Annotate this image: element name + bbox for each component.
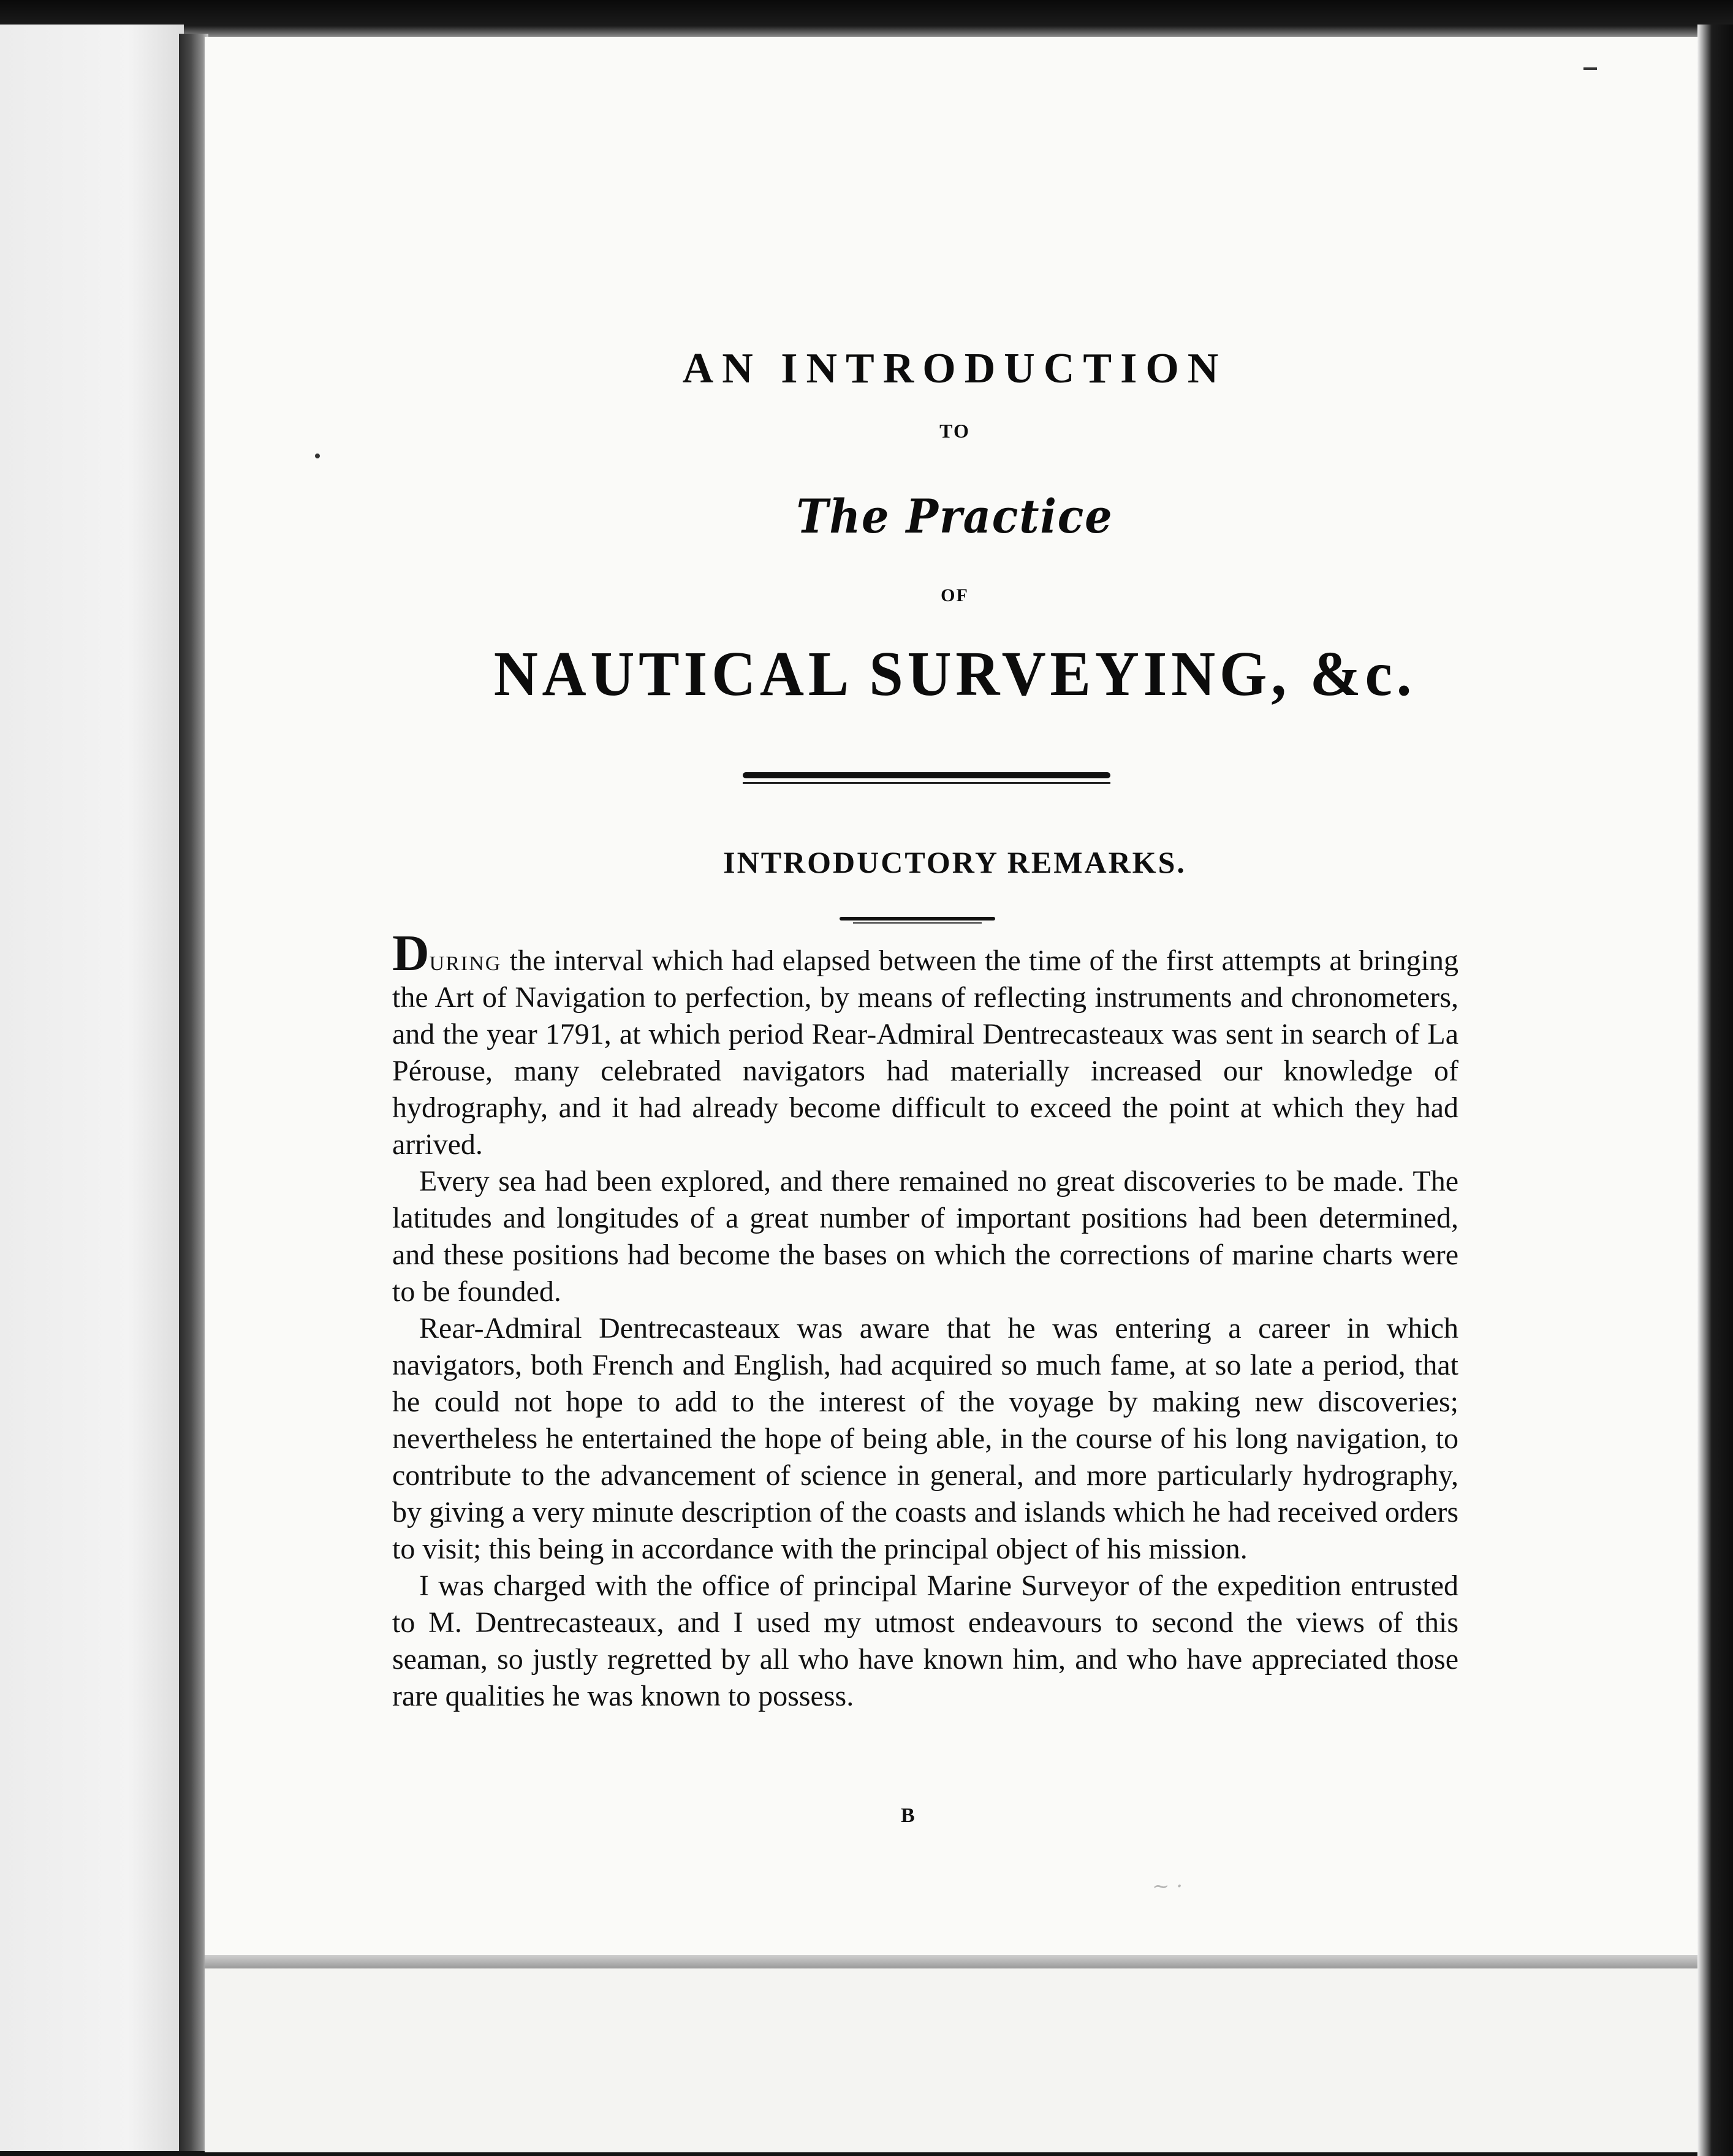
corner-mark	[1583, 67, 1597, 70]
title-rule-thin	[743, 782, 1110, 784]
ink-speck	[315, 454, 320, 458]
drop-cap: D	[392, 925, 430, 982]
title-line-nautical-surveying: NAUTICAL SURVEYING, &c.	[493, 639, 1416, 709]
heading-rule	[840, 917, 995, 920]
title-line-introduction: AN INTRODUCTION	[682, 345, 1227, 392]
paragraph-4: I was charged with the office of principal Marine Surveyor of the expedition entrusted to M. Dentrecasteaux, and I used my utmost endeavours to second the views of this seaman, so justly regretted by all who have known him, and who have appreciated those rare qualities he was known to possess.	[392, 1570, 1458, 1712]
heading-rule-thin	[853, 922, 982, 924]
title-line-practice: The Practice	[796, 489, 1113, 544]
book-gutter-shadow	[179, 34, 208, 2151]
title-line-to: TO	[939, 420, 970, 442]
page-bottom-edge	[205, 1955, 1705, 1968]
facing-page-strip	[0, 25, 184, 2151]
paragraph-2: Every sea had been explored, and there remained no great discoveries to be made. The latitudes and longitudes of a great number of important positions had been determined, and these positions had become the bases on which the corrections of marine charts were to be founded.	[392, 1165, 1458, 1308]
title-rule-thick	[743, 772, 1110, 778]
title-line-of: OF	[941, 585, 969, 605]
pencil-annotation: ~ ·	[1152, 1874, 1183, 1899]
paragraph-3: Rear-Admiral Dentrecasteaux was aware that he was entering a career in which navigators, both French and English, had acquired so much fame, at so late a period, that he could not hope to add to the interest of the voyage by making new discoveries; nevertheless he entertained the hope of being able, in the course of his long navigation, to contribute to the advancement of science in general, and more particularly hydrography, by giving a very minute description of the coasts and islands which he had received orders to visit; this being in accordance with the principal object of his mission.	[392, 1312, 1458, 1565]
page-lower-margin	[205, 1968, 1705, 2152]
paragraph-1-text: the interval which had elapsed between the time of the first attempts at bringing the Art of Navigation to perfection, by means of reflecting instruments and chronometers, and the year 1791, at which period Rear-Admiral Dentrecasteaux was sent in search of La Pérouse, many celebrated navigators had materially increased our knowledge of hydrography, and it had already become difficult to exceed the point at which they had arrived.	[392, 944, 1458, 1161]
section-heading: INTRODUCTORY REMARKS.	[723, 845, 1186, 879]
small-caps-word: uring	[429, 944, 502, 977]
top-edge-shadow	[0, 0, 1733, 37]
signature-mark: B	[901, 1804, 915, 1827]
body-text	[392, 925, 1458, 1715]
paragraph-1	[392, 925, 1458, 1163]
